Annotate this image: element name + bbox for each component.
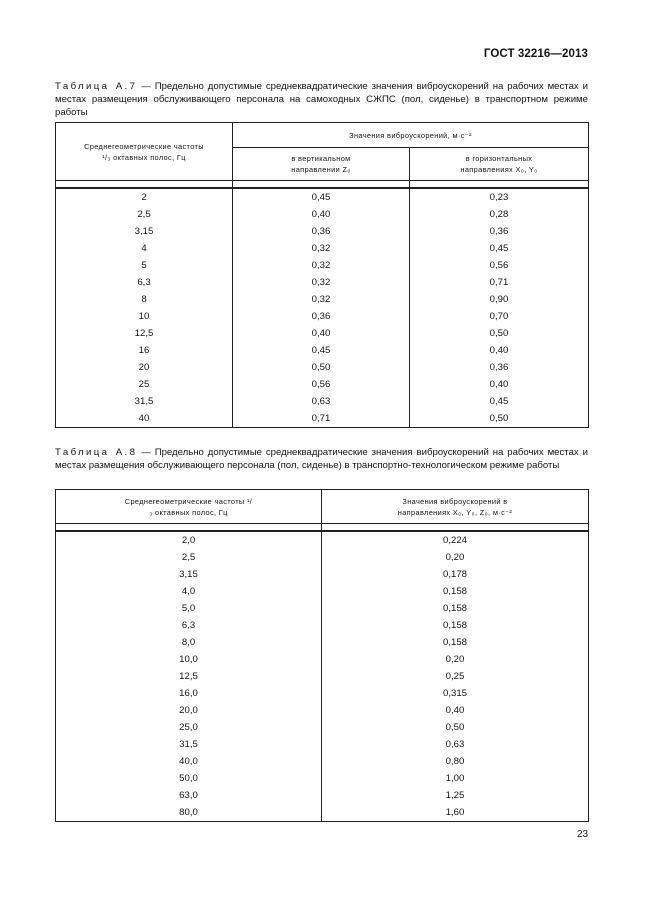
table-row: [56, 376, 589, 393]
cell-frequency: 12,5: [56, 325, 233, 342]
cell-frequency: 6,3: [56, 617, 322, 634]
cell-vertical-value: 0,63: [233, 393, 410, 410]
table-row: [56, 308, 589, 325]
table-a8-col-values-header: Значения виброускорений в направлениях X₀, Y₀, Z₀, м·с⁻²: [322, 490, 589, 524]
cell-frequency: 40: [56, 410, 233, 428]
cell-frequency: 5,0: [56, 600, 322, 617]
table-a7-body: [56, 188, 589, 428]
table-a8-label: Таблица А.8: [55, 447, 138, 458]
cell-acceleration-value: 0,158: [322, 617, 589, 634]
cell-frequency: 12,5: [56, 668, 322, 685]
table-row: [56, 240, 589, 257]
cell-vertical-value: 0,45: [233, 342, 410, 359]
cell-horizontal-value: 0,36: [410, 223, 589, 240]
cell-acceleration-value: 0,315: [322, 685, 589, 702]
table-row: [56, 325, 589, 342]
table-row: [56, 274, 589, 291]
table-row: [56, 549, 589, 566]
cell-frequency: 3,15: [56, 223, 233, 240]
table-row: [56, 617, 589, 634]
cell-vertical-value: 0,36: [233, 223, 410, 240]
cell-horizontal-value: 0,40: [410, 376, 589, 393]
table-row: [56, 685, 589, 702]
table-row: [56, 634, 589, 651]
cell-frequency: 50,0: [56, 770, 322, 787]
table-a7-group-header: Значения виброускорений, м·с⁻²: [233, 123, 589, 148]
cell-vertical-value: 0,71: [233, 410, 410, 428]
table-row: [56, 702, 589, 719]
cell-horizontal-value: 0,50: [410, 410, 589, 428]
table-a7-col-frequency-header: Среднегеометрические частоты ¹/₃ октавных полос, Гц: [56, 123, 233, 181]
table-row: [56, 651, 589, 668]
cell-frequency: 40,0: [56, 753, 322, 770]
table-row: [56, 566, 589, 583]
table-a7-caption: [55, 80, 588, 120]
cell-horizontal-value: 0,45: [410, 393, 589, 410]
cell-acceleration-value: 0,224: [322, 531, 589, 549]
cell-frequency: 2: [56, 188, 233, 206]
cell-vertical-value: 0,40: [233, 325, 410, 342]
table-row: [56, 531, 589, 549]
cell-horizontal-value: 0,90: [410, 291, 589, 308]
table-a8-body: [56, 531, 589, 822]
table-row: [56, 342, 589, 359]
table-row: [56, 206, 589, 223]
cell-horizontal-value: 0,23: [410, 188, 589, 206]
cell-frequency: 20,0: [56, 702, 322, 719]
page-number: 23: [577, 829, 589, 840]
cell-frequency: 31,5: [56, 736, 322, 753]
cell-vertical-value: 0,32: [233, 274, 410, 291]
table-a7: [55, 122, 589, 428]
cell-horizontal-value: 0,70: [410, 308, 589, 325]
cell-vertical-value: 0,32: [233, 257, 410, 274]
cell-vertical-value: 0,45: [233, 188, 410, 206]
cell-acceleration-value: 0,50: [322, 719, 589, 736]
cell-acceleration-value: 1,00: [322, 770, 589, 787]
cell-frequency: 4,0: [56, 583, 322, 600]
cell-frequency: 2,5: [56, 206, 233, 223]
table-a7-col-horizontal-header: в горизонтальных направлениях X₀, Y₀: [410, 148, 589, 181]
cell-acceleration-value: 0,20: [322, 651, 589, 668]
cell-frequency: 20: [56, 359, 233, 376]
table-row: [56, 668, 589, 685]
document-code: ГОСТ 32216—2013: [483, 48, 588, 60]
cell-horizontal-value: 0,36: [410, 359, 589, 376]
table-row: [56, 583, 589, 600]
cell-horizontal-value: 0,71: [410, 274, 589, 291]
cell-acceleration-value: 0,158: [322, 600, 589, 617]
table-row: [56, 736, 589, 753]
cell-frequency: 5: [56, 257, 233, 274]
cell-frequency: 10: [56, 308, 233, 325]
table-row: [56, 257, 589, 274]
cell-frequency: 10,0: [56, 651, 322, 668]
cell-frequency: 25,0: [56, 719, 322, 736]
cell-acceleration-value: 0,20: [322, 549, 589, 566]
table-row: [56, 787, 589, 804]
cell-frequency: 25: [56, 376, 233, 393]
cell-frequency: 2,0: [56, 531, 322, 549]
cell-acceleration-value: 0,25: [322, 668, 589, 685]
cell-frequency: 16,0: [56, 685, 322, 702]
table-row: [56, 770, 589, 787]
table-row: [56, 291, 589, 308]
table-row: [56, 410, 589, 428]
cell-horizontal-value: 0,28: [410, 206, 589, 223]
cell-acceleration-value: 0,40: [322, 702, 589, 719]
table-row: [56, 804, 589, 822]
table-a7-label: Таблица А.7: [55, 81, 138, 92]
table-a7-col-vertical-header: в вертикальном направлении Z₀: [233, 148, 410, 181]
table-row: [56, 719, 589, 736]
cell-frequency: 3,15: [56, 566, 322, 583]
table-row: [56, 600, 589, 617]
cell-acceleration-value: 0,80: [322, 753, 589, 770]
table-row: [56, 393, 589, 410]
cell-frequency: 80,0: [56, 804, 322, 822]
cell-acceleration-value: 0,158: [322, 634, 589, 651]
cell-acceleration-value: 1,25: [322, 787, 589, 804]
table-a8: [55, 489, 589, 822]
table-a8-caption-text: — Предельно допустимые среднеквадратические значения виброускорений на рабочих местах и местах размещения обслуживающего персонала (пол, сиденье) в транспортно-технологическом режиме работы: [55, 447, 588, 472]
table-a8-caption: [55, 446, 588, 472]
cell-acceleration-value: 1,60: [322, 804, 589, 822]
cell-vertical-value: 0,50: [233, 359, 410, 376]
cell-acceleration-value: 0,63: [322, 736, 589, 753]
cell-frequency: 8,0: [56, 634, 322, 651]
cell-vertical-value: 0,40: [233, 206, 410, 223]
table-row: [56, 753, 589, 770]
cell-vertical-value: 0,36: [233, 308, 410, 325]
table-row: [56, 223, 589, 240]
cell-frequency: 16: [56, 342, 233, 359]
cell-vertical-value: 0,32: [233, 240, 410, 257]
cell-frequency: 2,5: [56, 549, 322, 566]
cell-frequency: 4: [56, 240, 233, 257]
cell-frequency: 63,0: [56, 787, 322, 804]
cell-frequency: 8: [56, 291, 233, 308]
cell-horizontal-value: 0,56: [410, 257, 589, 274]
cell-frequency: 31,5: [56, 393, 233, 410]
cell-horizontal-value: 0,40: [410, 342, 589, 359]
table-a8-col-frequency-header: Среднегеометрические частоты ¹/₃ октавных полос, Гц: [56, 490, 322, 524]
cell-acceleration-value: 0,158: [322, 583, 589, 600]
cell-vertical-value: 0,32: [233, 291, 410, 308]
cell-horizontal-value: 0,50: [410, 325, 589, 342]
table-a7-caption-text: — Предельно допустимые среднеквадратические значения виброускорений на рабочих местах и местах размещения обслуживающего персонала на самоходных СЖПС (пол, сиденье) в транспортном режиме работы: [55, 81, 588, 119]
cell-horizontal-value: 0,45: [410, 240, 589, 257]
table-row: [56, 359, 589, 376]
table-row: [56, 188, 589, 206]
cell-vertical-value: 0,56: [233, 376, 410, 393]
cell-acceleration-value: 0,178: [322, 566, 589, 583]
cell-frequency: 6,3: [56, 274, 233, 291]
